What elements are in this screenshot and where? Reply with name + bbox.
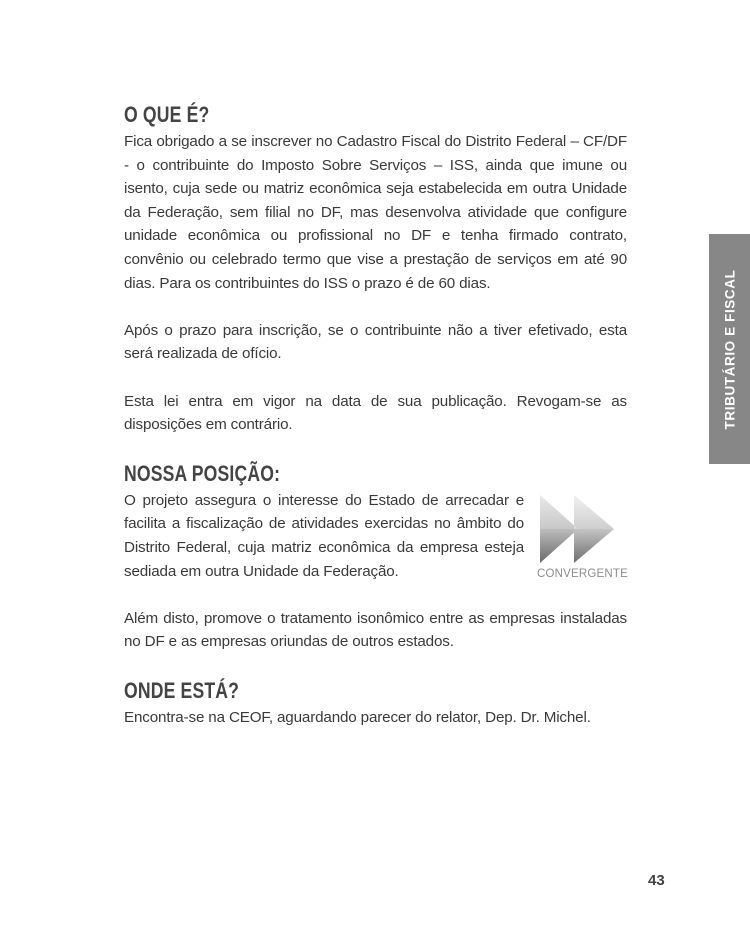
position-badge xyxy=(524,491,627,580)
page-number: 43 xyxy=(648,872,665,889)
position-block xyxy=(124,489,627,583)
paragraph-o-que-e-2: Após o prazo para inscrição, se o contribuinte não a tiver efetivado, esta será realizada de ofício. xyxy=(124,321,627,363)
section-heading-o-que-e: O QUE É? xyxy=(124,102,210,127)
paragraph-nossa-posicao-2: Além disto, promove o tratamento isonômico entre as empresas instaladas no DF e as empresas oriundas de outros estados. xyxy=(124,609,627,651)
double-chevron-forward-icon xyxy=(538,491,618,567)
section-heading-onde-esta: ONDE ESTÁ? xyxy=(124,677,240,703)
side-tab xyxy=(709,234,750,464)
paragraph-onde-esta-1: Encontra-se na CEOF, aguardando parecer do relator, Dep. Dr. Michel. xyxy=(124,708,591,726)
paragraph-o-que-e-3: Esta lei entra em vigor na data de sua publicação. Revogam-se as disposições em contrário. xyxy=(124,392,627,434)
side-tab-label: TRIBUTÁRIO E FISCAL xyxy=(722,269,737,429)
section-heading-nossa-posicao: NOSSA POSIÇÃO: xyxy=(124,460,281,486)
paragraph-nossa-posicao-1: O projeto assegura o interesse do Estado de arrecadar e facilita a fiscalização de atividades exercidas no âmbito do Distrito Federal, cuja matriz econômica da empresa esteja sediada em outra Unidade da Federação. xyxy=(124,491,524,580)
paragraph-o-que-e-1: Fica obrigado a se inscrever no Cadastro Fiscal do Distrito Federal – CF/DF - o contribuinte do Imposto Sobre Serviços – ISS, ainda que imune ou isento, cuja sede ou matriz econômica seja estabelecida em outra Unidade da Federação, sem filial no DF, mas desenvolva atividade que configure unidade econômica ou profissional no DF e tenha firmado contrato, convênio ou celebrado termo que vise a prestação de serviços em até 90 dias. Para os contribuintes do ISS o prazo é de 60 dias. xyxy=(124,133,627,292)
page-content xyxy=(124,100,627,729)
position-badge-label: CONVERGENTE xyxy=(536,567,629,580)
